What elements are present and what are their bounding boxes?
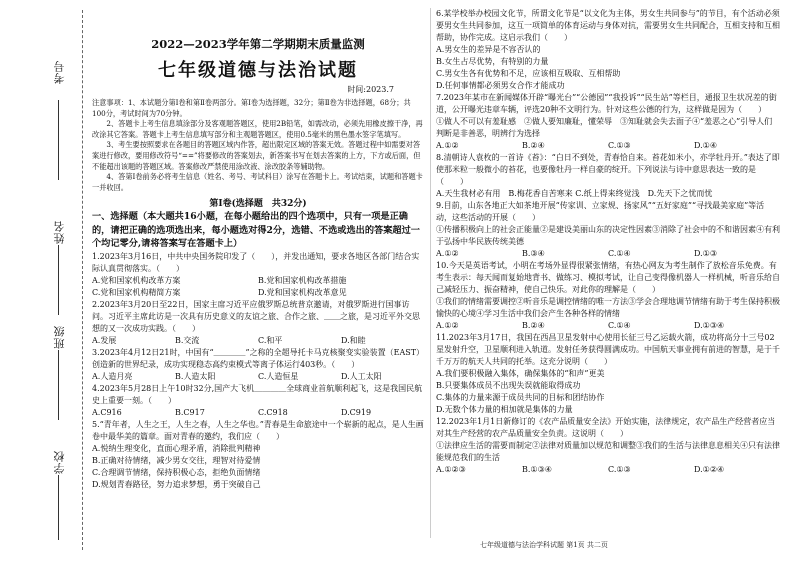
note-3: 3、考生要按照要求在各题目的答题区域内作答，超出限定区域的答案无效。答题过程中如需要对答案进行修改，要用修改符号“==”将要修改的答案划去，新答案书写在划去答案的上方，下方或后面，但不能超出该题的答题区域。答案修改严禁使用涂改液、涂改胶条等辅助物。 (92, 140, 421, 171)
question-stem: 10.今天是英语考试，小明在考场外显得很紧张情绪，有热心网友为考生制作了放松音乐免费。有考生表示：每天闻而复始地背书、做练习、模拟考试，让自己变得像机器人一样机械，听音乐给自己减轻压力、振奋精神，使自己快乐。对此你的理解是（ ） (436, 261, 780, 294)
answer-option: C.①③ (608, 141, 631, 150)
answer-option: A.C916 (92, 407, 122, 417)
question-stem: 12.2023年1月1日新修订的《农产品质量安全法》开始实施，法律规定，农产品生产经营者应当对其生产经营的农产品质量安全负责。这说明（ ） (436, 417, 776, 438)
question-item (92, 419, 424, 491)
note-1: 注意事项：1、本试题分第Ⅰ卷和第Ⅱ卷两部分。第Ⅰ卷为选择题，32分；第Ⅱ卷为非选择题，68分；共100分，考试时间为70分钟。 (92, 98, 411, 118)
answer-option: A.党和国家机构改革方案 (92, 275, 181, 285)
question-item (436, 416, 780, 464)
section-instructions: 一、选择题（本大题共16小题，在每小题给出的四个选项中，只有一项是正确的，请把正确的选项选出来，每小题选对得2分，选错、不选或选出的答案超过一个均记零分,请将答案写在答题卡上） (92, 211, 420, 250)
answer-option: D.①④ (694, 141, 718, 150)
option-row (436, 320, 780, 332)
answer-option: B.③④ (522, 249, 545, 258)
answer-option: D.和睦 (341, 335, 366, 345)
answer-option: A.人造月亮 (92, 371, 133, 381)
option-row (436, 464, 780, 476)
name-line (58, 245, 59, 315)
answer-option: C.①③ (608, 465, 631, 474)
question-item (436, 248, 780, 260)
class-label: 班级 (53, 325, 66, 349)
question-item (436, 320, 780, 332)
binding-margin (0, 0, 86, 561)
exam-number-label: 考号 (53, 60, 66, 84)
answer-option: A.发展 (92, 335, 117, 345)
question-list-right (436, 8, 780, 476)
answer-option: D.规划青春路径，努力追求梦想，勇于突破自己 (92, 479, 261, 489)
answer-option: C.和平 (258, 335, 283, 345)
answer-option: B.交流 (175, 335, 200, 345)
question-stem: 9.目前，山东各地正大如茶地开展“传家训、立家规、扬家风”“五好家庭”“寻找最美家庭”等活动，这些活动的开展（ ） (436, 201, 765, 222)
option-row (436, 248, 780, 260)
answer-option: A.①② (436, 249, 459, 258)
question-stem: 8.清朝诗人袁枚的一首诗《苔》：“白日不到处，青春恰自来。苔花如米小，亦学牡丹开。”表达了即使那米粒一般微小的苔花，也要像牡丹一样自豪的绽开。下列说法与诗中意思表达一致的是（ ） (436, 153, 780, 186)
question-item (436, 140, 780, 152)
answer-option: C.C918 (258, 407, 288, 417)
question-stem: 3.2023年4月12日21时，中国有“＿＿＿＿”之称的全超导托卡马克核聚变实验装置（EAST）创造新的世界纪录，成功实现稳态高约束模式等离子体运行403秒。（ ） (92, 347, 421, 369)
question-stem: 7.2023年某市在新闻媒体开辟“曝光台”“公德园”“我投诉”“民生站”等栏目，通报卫生状况差的街道，公开曝光违章车辆，评选20种不文明行为。针对这些公德的行为，这样做是因为（ ） (436, 93, 777, 114)
exam-date: 时间:2023.7 (347, 85, 394, 94)
answer-option: A.悦纳生理变化，直面心理矛盾，消除批判精神 (92, 443, 261, 453)
option-row (92, 371, 424, 383)
answer-option: A.男女生的差异是不容否认的 (436, 45, 541, 54)
question-item (436, 200, 780, 248)
notes-block (92, 98, 424, 193)
question-item (92, 347, 424, 383)
name-label: 姓名 (53, 220, 66, 244)
question-stem: 6.某学校举办校园文化节，所谓文化节是“以文化为主体，男女生共同参与”的节目，有个活动必须要男女生共同参加，这互一项简单的体育运动与身体对抗，需要男女生共同配合，互相支持和互相帮助，协作完成。这启示我们（ ） (436, 9, 780, 42)
option-row (92, 407, 424, 419)
answer-option: D.C919 (341, 407, 372, 417)
question-item (436, 260, 780, 320)
left-column (92, 26, 424, 546)
question-stem: 11.2023年3月17日，我国在西昌卫星发射中心使用长征三号乙运载火箭，成功将高分十三号02星发射升空，卫星顺利进入轨道。发射任务获得圆满成功。中国航天事业拥有前进的智慧，是于千千万万的航天人共同的托举。这充分说明（ ） (436, 333, 780, 366)
question-stem: 4.2023年5月28日上午10时32分,国产大飞机＿＿＿＿全球商业首航顺利起飞，这是我国民航史上重要一刻。（ ） (92, 383, 423, 405)
exam-term: 2022—2023学年第二学期期末质量监测 (151, 37, 365, 51)
column-divider (430, 8, 431, 538)
question-item (436, 8, 780, 92)
question-stem: 5.“青年者，人生之王，人生之春，人生之华也。”青春是生命旅途中一个崭新的起点，是人生画卷中最华美的篇章。面对青春的邀约，我们应（ ） (92, 419, 424, 441)
answer-option: ①做人不可以有羞耻感 ②做人要知廉耻，懂荣辱 ③知耻就会失去面子④“羞恶之心”引导人们判断是非善恶，明辨行为选择 (436, 117, 773, 138)
question-item (92, 251, 424, 299)
answer-option: B.②④ (522, 321, 545, 330)
answer-option: D.①③④ (694, 321, 725, 330)
answer-option: C.合理调节情绪，保持积极心态，拒绝负面情绪 (92, 467, 261, 477)
answer-option: ①我们的情绪需要调控②听音乐是调控情绪的唯一方法③学会合理地调节情绪有助于考生保持积极愉快的心境④学习生活中我们会产生各种各样的情绪 (436, 297, 780, 318)
answer-option: B.只要集体成员不出现失误就能取得成功 (436, 381, 581, 390)
question-item (92, 299, 424, 347)
answer-option: C.人造恒星 (258, 371, 299, 381)
option-row (92, 335, 424, 347)
answer-option: ①传播积极向上的社会正能量②是建设美丽山东的决定性因素③消除了社会中的不和谐因素④有利于弘扬中华民族传统美德 (436, 225, 780, 246)
question-item (436, 92, 780, 140)
answer-option: A.①② (436, 321, 459, 330)
answer-option: B.女生占尽优势，有特别的力量 (436, 57, 549, 66)
answer-option: D.无数个体力量的相加就是集体的力量 (436, 405, 573, 414)
answer-option: B.②④ (522, 141, 545, 150)
answer-option: D.党和国家机构改革意见 (258, 287, 347, 297)
answer-option: A.①② (436, 141, 459, 150)
answer-option: B.C917 (175, 407, 205, 417)
right-column (436, 8, 780, 533)
page-footer: 七年级道德与法治学科试题 第1页 共二页 (480, 541, 608, 549)
binding-cut-line (82, 10, 83, 550)
question-item (436, 464, 780, 476)
answer-option: D.人工太阳 (341, 371, 382, 381)
answer-option: C.集体的力量来源于成员共同的目标和团结协作 (436, 393, 605, 402)
option-row (436, 140, 780, 152)
answer-option: B.人造太阳 (175, 371, 216, 381)
question-stem: 2.2023年3月20日至22日，国家主席习近平应俄罗斯总统普京邀请，对俄罗斯进行国事访问。习近平主席此访是一次具有历史意义的友谊之旅、合作之旅、＿＿之旅，是习近平外交思想的又一次成功实践。（ ） (92, 299, 420, 333)
answer-option: A.天生我材必有用 B.梅花香自苦寒来 C.纸上得来终觉浅 D.先天下之忧而忧 (436, 189, 713, 198)
answer-option: A.①②③ (436, 465, 466, 474)
note-4: 4、答第Ⅰ卷前务必将考生信息（姓名、考号、考试科目）涂写在答题卡上。考试结束，试题和答题卡一并收回。 (92, 172, 423, 192)
answer-option: C.①④ (608, 321, 631, 330)
class-line (58, 350, 59, 420)
section-title: 第Ⅰ卷(选择题 共32分) (209, 199, 307, 210)
answer-option: B.①③④ (522, 465, 552, 474)
exam-title: 七年级道德与法治试题 (158, 60, 358, 81)
answer-option: D.任何事情都必须男女合作才能成功 (436, 81, 565, 90)
school-line (58, 475, 59, 540)
question-stem: 1.2023年3月16日，中共中央国务院印发了（ ），并发出通知，要求各地区各部门结合实际认真贯彻落实。（ ） (92, 251, 420, 273)
answer-option: C.党和国家机构精简方案 (92, 287, 181, 297)
school-label: 学校 (53, 450, 66, 474)
question-item (436, 332, 780, 416)
answer-option: B.党和国家机构改革措施 (258, 275, 347, 285)
answer-option: C.①④ (608, 249, 631, 258)
answer-option: D.①②④ (694, 465, 725, 474)
answer-option: ①法律应生活的需要而制定②法律对质量加以规范和调整③我们的生活与法律息息相关④只有法律能规范我们的生活 (436, 441, 780, 462)
question-item (92, 383, 424, 419)
option-row (92, 275, 424, 299)
answer-option: D.①③ (694, 249, 718, 258)
answer-option: B.正确对待情绪，减少男女交往，理智对待爱情 (92, 455, 261, 465)
exam-number-line (58, 100, 59, 180)
question-item (436, 152, 780, 200)
note-2: 2、答题卡上考生信息填涂部分及客观题答题区，使用2B铅笔，如需改动，必须先用橡皮擦干净，再改涂其它答案。答题卡上考生信息填写部分和主观题答题区，使用0.5毫米的黑色墨水签字笔填写。 (92, 119, 423, 139)
answer-option: C.男女生各有优势和不足，应该相互吸取、互相帮助 (436, 69, 621, 78)
answer-option: A.我们要积极融入集体，确保集体的“和声”更美 (436, 369, 605, 378)
question-list-left (92, 251, 424, 491)
